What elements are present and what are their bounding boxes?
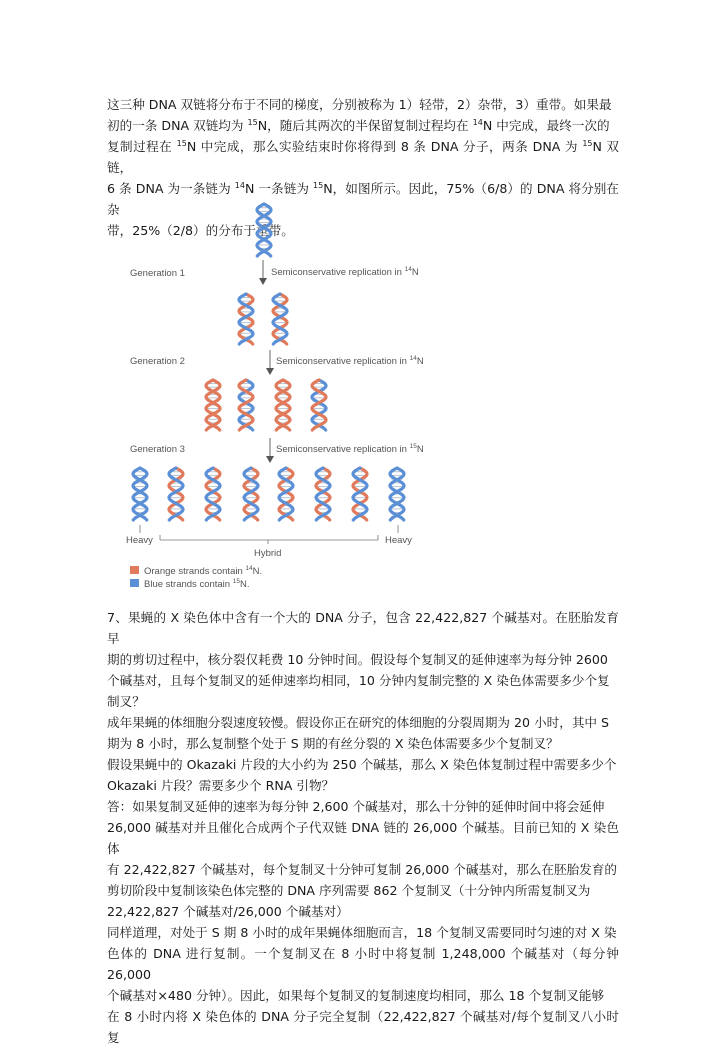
gen3-hybrid-helix bbox=[353, 468, 367, 520]
q7-line: 期为 8 小时，那么复制整个处于 S 期的有丝分裂的 X 染色体需要多少个复制叉？ bbox=[107, 736, 559, 751]
gen3-hybrid-helix bbox=[316, 468, 330, 520]
density-bracket bbox=[140, 525, 398, 544]
gen2-helix bbox=[206, 380, 220, 430]
parent-helix bbox=[257, 204, 271, 256]
gen3-heavy-helix bbox=[390, 468, 404, 520]
q7-line: 在 8 小时内将 X 染色体的 DNA 分子完全复制（22,422,827 个碱基对/每个复制叉八小时复 bbox=[107, 1009, 619, 1045]
q7-line: 剪切阶段中复制该染色体完整的 DNA 序列需要 862 个复制叉（十分钟内所需复制叉为 bbox=[107, 883, 591, 898]
gen3-hybrid-helix bbox=[206, 468, 220, 520]
intro-line: 6 条 DNA 为一条链为 $^{14}$N 一条链为 $^{15}$N，如图所示。因此，75%（6/8）的 DNA 将分别在杂 bbox=[107, 180, 619, 217]
hybrid-label: Hybrid bbox=[254, 548, 282, 559]
q7-line: Okazaki 片段？需要多少个 RNA 引物？ bbox=[107, 778, 335, 793]
replication-label-2: Semiconservative replication in $^{14}$N bbox=[276, 355, 424, 367]
q7-line: 有 22,422,827 个碱基对，每个复制叉十分钟可复制 26,000 个碱基对，那么在胚胎发育的 bbox=[107, 862, 617, 877]
generation-3-label: Generation 3 bbox=[130, 444, 185, 455]
arrow-2 bbox=[266, 350, 274, 375]
gen2-helix bbox=[312, 380, 326, 430]
gen2-helix bbox=[239, 380, 253, 430]
replication-label-1: Semiconservative replication in $^{14}$N bbox=[271, 266, 419, 278]
replication-figure bbox=[118, 200, 578, 595]
heavy-right-label: Heavy bbox=[385, 535, 412, 546]
arrow-1 bbox=[259, 260, 267, 285]
q7-line: 22,422,827 个碱基对/26,000 个碱基对） bbox=[107, 904, 349, 919]
q7-line: 假设果蝇中的 Okazaki 片段的大小约为 250 个碱基，那么 X 染色体复制过程中需要多少个 bbox=[107, 757, 617, 772]
gen3-hybrid-helix bbox=[244, 468, 258, 520]
gen1-helix bbox=[273, 294, 287, 344]
generation-1-label: Generation 1 bbox=[130, 268, 185, 279]
gen3-hybrid-helix bbox=[279, 468, 293, 520]
heavy-left-label: Heavy bbox=[126, 535, 153, 546]
replication-label-3: Semiconservative replication in $^{15}$N bbox=[276, 443, 424, 455]
generation-2-label: Generation 2 bbox=[130, 356, 185, 367]
q7-line: 26,000 碱基对并且催化合成两个子代双链 DNA 链的 26,000 个碱基。目前已知的 X 染色体 bbox=[107, 820, 619, 856]
intro-line: 复制过程在 $^{15}$N 中完成，那么实验结束时你将得到 8 条 DNA 分子，两条 DNA 为 $^{15}$N 双链， bbox=[107, 138, 619, 175]
q7-line: 色体的 DNA 进行复制。一个复制叉在 8 小时中将复制 1,248,000 个碱基对（每分钟 26,000 bbox=[107, 946, 619, 982]
q7-line: 制叉？ bbox=[107, 694, 145, 709]
q7-line: 个碱基对，且每个复制叉的延伸速率均相同，10 分钟内复制完整的 X 染色体需要多少个复 bbox=[107, 673, 610, 688]
arrow-3 bbox=[266, 438, 274, 463]
gen3-heavy-helix bbox=[133, 468, 147, 520]
q7-line: 7、果蝇的 X 染色体中含有一个大的 DNA 分子，包含 22,422,827 个碱基对。在胚胎发育早 bbox=[107, 610, 619, 646]
orange-swatch bbox=[130, 566, 139, 574]
question-7 bbox=[107, 607, 619, 1048]
intro-line: 初的一条 DNA 双链均为 $^{15}$N，随后其两次的半保留复制过程均在 $^{14}$N 中完成，最终一次的 bbox=[107, 117, 610, 133]
blue-swatch bbox=[130, 579, 139, 587]
intro-line: 这三种 DNA 双链将分布于不同的梯度，分别被称为 1）轻带，2）杂带，3）重带。如果最 bbox=[107, 97, 612, 112]
q7-line: 答：如果复制叉延伸的速率为每分钟 2,600 个碱基对，那么十分钟的延伸时间中将会延伸 bbox=[107, 799, 605, 814]
gen3-hybrid-helix bbox=[169, 468, 183, 520]
q7-line: 同样道理，对处于 S 期 8 小时的成年果蝇体细胞而言，18 个复制叉需要同时匀速的对 X 染 bbox=[107, 925, 617, 940]
gen2-helix bbox=[276, 380, 290, 430]
gen1-helix bbox=[239, 294, 253, 344]
q7-line: 成年果蝇的体细胞分裂速度较慢。假设你正在研究的体细胞的分裂周期为 20 小时，其中 S bbox=[107, 715, 609, 730]
legend-blue: Blue strands contain $^{15}$N. bbox=[144, 578, 250, 590]
legend-orange: Orange strands contain $^{14}$N. bbox=[144, 565, 263, 577]
q7-line: 期的剪切过程中，核分裂仅耗费 10 分钟时间。假设每个复制叉的延伸速率为每分钟 2600 bbox=[107, 652, 608, 667]
q7-line: 个碱基对×480 分钟）。因此，如果每个复制叉的复制速度均相同，那么 18 个复制叉能够 bbox=[107, 988, 605, 1003]
intro-line: 带，25%（2/8）的分布于重带。 bbox=[107, 223, 294, 238]
